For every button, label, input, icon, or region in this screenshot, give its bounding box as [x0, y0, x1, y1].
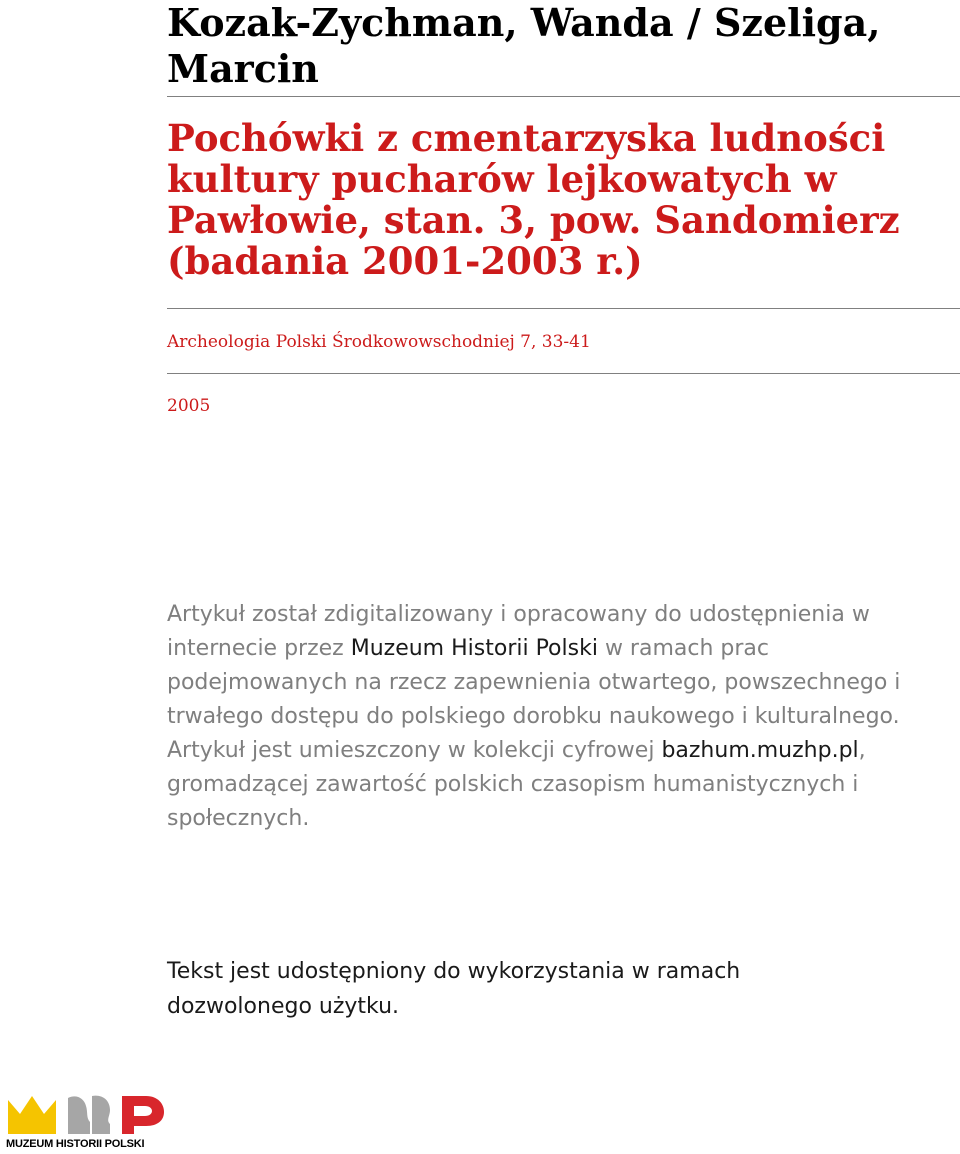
site-link[interactable]: bazhum.muzhp.pl: [661, 738, 859, 763]
divider-middle: [167, 308, 960, 309]
notice-text-3: , gromadzącej zawartość polskich czasopism humanistycznych i społecznych.: [167, 738, 866, 831]
logo-crown-shape: [8, 1096, 56, 1134]
license-notice: Tekst jest udostępniony do wykorzystania w ramach dozwolonego użytku.: [167, 959, 741, 1019]
notice-text-2: w ramach prac podejmowanych na rzecz zapewnienia otwartego, powszechnego i trwałego dostępu do polskiego dorobku naukowego i kulturalnego. Artykuł jest umieszczony w kolekcji cyfrowej: [167, 636, 901, 763]
publication-year: 2005: [167, 396, 211, 416]
logo-letter-p-shape: [122, 1096, 164, 1134]
museum-logo: [6, 1092, 166, 1152]
logo-caption: MUZEUM HISTORII POLSKI: [6, 1138, 145, 1150]
museum-logo-icon: [6, 1092, 166, 1138]
logo-profiles-shape: [68, 1096, 90, 1134]
divider-bottom: [167, 373, 960, 374]
article-title: Pochówki z cmentarzyska ludności kultury pucharów lejkowatych w Pawłowie, stan. 3, pow. Sandomierz (badania 2001-2003 r.): [167, 116, 900, 283]
journal-citation: Archeologia Polski Środkowowschodniej 7, 33-41: [167, 332, 591, 352]
divider-top: [167, 96, 960, 97]
authors-heading: Kozak-Zychman, Wanda / Szeliga, Marcin: [167, 0, 881, 91]
museum-name: Muzeum Historii Polski: [350, 636, 598, 661]
notice-text-1: Artykuł został zdigitalizowany i opracowany do udostępnienia w internecie przez: [167, 602, 870, 661]
digitization-notice: [167, 598, 947, 836]
